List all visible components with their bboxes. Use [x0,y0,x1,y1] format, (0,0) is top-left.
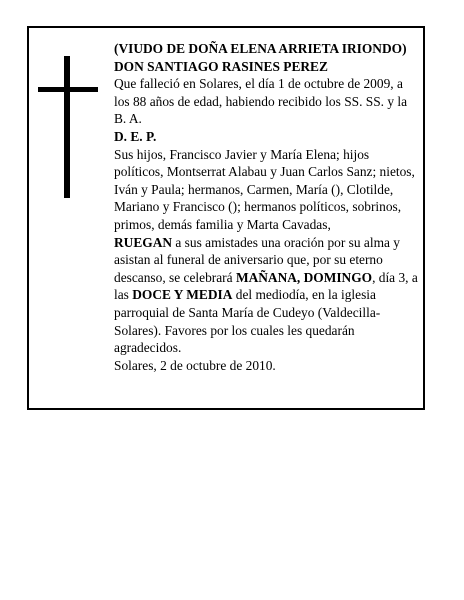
place-date: Solares, 2 de octubre de 2010. [114,357,276,373]
family-list: Sus hijos, Francisco Javier y María Elena; hijos políticos, Montserrat Alabau y Juan Carlos Sanz; nietos, Iván y Paula; hermanos, Carmen, María (), Clotilde, Mariano y Francisco (); hermanos políticos, sobrinos, primos, demás familia y Marta Cavadas, [114,146,415,232]
cross-vertical-bar [64,56,70,198]
cross-horizontal-bar [38,87,98,92]
cross-icon [38,56,98,198]
notice-text [114,40,420,374]
deceased-name: DON SANTIAGO RASINES PEREZ [114,58,328,74]
location-text: del mediodía, en la iglesia parroquial de Santa María de Cudeyo (Valdecilla-Solares). Favores por los cuales les quedarán agradecidos. [114,287,381,356]
widow-line: (VIUDO DE DOÑA ELENA ARRIETA IRIONDO) [114,41,407,56]
day-emphasis: MAÑANA, DOMINGO [235,269,373,285]
death-statement: Que falleció en Solares, el día 1 de octubre de 2009, a los 88 años de edad, habiendo recibido los SS. SS. y la B. A. [114,76,408,127]
request-paragraph [114,234,420,357]
obituary-notice [27,26,425,410]
request-text: a sus amistades una oración por su alma y asistan al funeral de aniversario que, por su eterno descanso, se celebrará [114,234,400,285]
ruegan-word: RUEGAN [114,234,173,250]
date-text: , día 3, a las [114,269,418,303]
rip-line: D. E. P. [114,128,157,144]
time-emphasis: DOCE Y MEDIA [132,287,233,303]
